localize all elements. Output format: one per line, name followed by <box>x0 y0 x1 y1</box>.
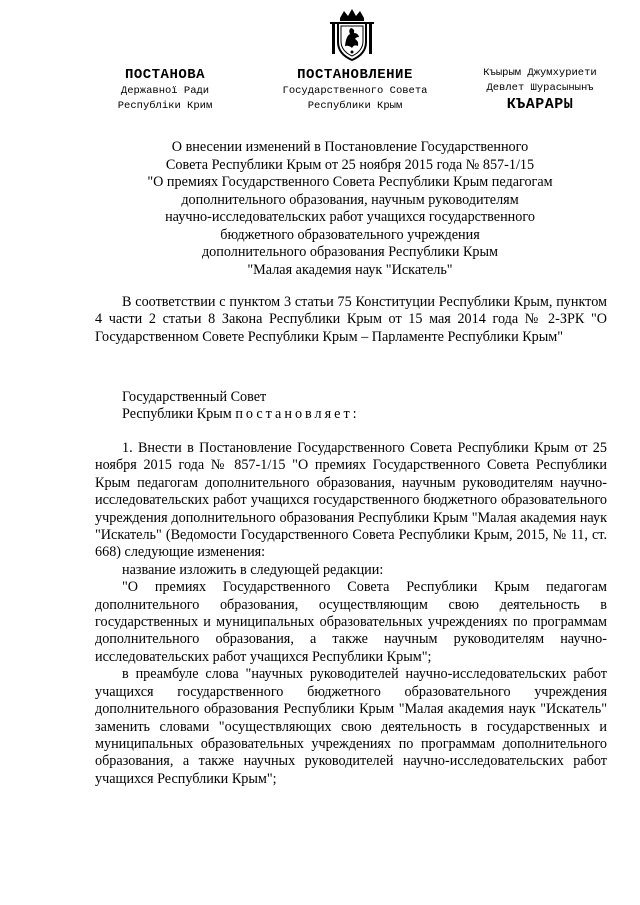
council-block <box>95 389 607 424</box>
crimea-coat-of-arms-icon <box>330 8 374 62</box>
council-verb: постановляет: <box>235 406 360 423</box>
header-crimean-tatar-title: КЪАРАРЫ <box>506 96 574 113</box>
header-ukrainian <box>95 66 235 114</box>
title-line: "О премиях Государственного Совета Республики Крым педагогам <box>147 174 553 190</box>
title-line: дополнительного образования Республики Крым <box>201 244 499 260</box>
title-line: Совета Республики Крым от 25 ноября 2015 года № 857-1/15 <box>165 156 535 173</box>
item-1-new-name: "О премиях Государственного Совета Республики Крым педагогам дополнительного образования, осуществляющим свою деятельность в государственных и муниципальных образовательных учреждениях по программам дополнительного образования, а также научным руководителям научно-исследовательских работ учащихся Республики Крым"; <box>95 579 607 665</box>
header-ukrainian-title: ПОСТАНОВА <box>124 67 206 83</box>
council-line2 <box>95 406 607 423</box>
council-name: Республики Крым <box>122 406 232 423</box>
document-title <box>95 139 605 279</box>
header-crimean-tatar-line2: Девлет Шурасынынъ <box>486 82 594 94</box>
council-line1: Государственный Совет <box>122 389 267 405</box>
header-ukrainian-line2: Республіки Крим <box>117 100 213 112</box>
title-line: научно-исследовательских работ учащихся государственного <box>165 209 535 225</box>
title-line: "Малая академия наук "Искатель" <box>247 261 453 278</box>
document-header <box>0 66 640 126</box>
title-line: О внесении изменений в Постановление Государственного <box>171 139 529 155</box>
header-russian <box>270 66 440 114</box>
item-1-intro: 1. Внести в Постановление Государственного Совета Республики Крым от 25 ноября 2015 года № 857-1/15 "О премиях Государственного Совета Республики Крым педагогам дополнительного образования, научным руководителям научно-исследовательских работ учащихся государственного бюджетного образовательного учреждения дополнительного образования Республики Крым "Малая академия наук "Искатель" (Ведомости Государственного Совета Республики Крым, 2015, № 11, ст. 668) следующие изменения: <box>95 440 607 561</box>
title-line: бюджетного образовательного учреждения <box>220 226 480 243</box>
header-russian-title: ПОСТАНОВЛЕНИЕ <box>297 67 413 83</box>
title-line: дополнительного образования, научным руководителям <box>181 191 519 208</box>
preamble-paragraph: В соответствии с пунктом 3 статьи 75 Конституции Республики Крым, пунктом 4 части 2 статьи 8 Закона Республики Крым от 15 мая 2014 года № 2-ЗРК "О Государственном Совете Республики Крым – Парламенте Республики Крым" <box>95 294 607 345</box>
item-1-preamble-change: в преамбуле слова "научных руководителей научно-исследовательских работ учащихся государственного бюджетного образовательного учреждения дополнительного образования Республики Крым "Малая академия наук "Искатель" заменить словами "осуществляющих свою деятельность в государственных и муниципальных образовательных учреждениях по программам дополнительного образования, а также научных руководителей научно-исследовательских работ учащихся Республики Крым"; <box>95 666 607 787</box>
item-1-name-change: название изложить в следующей редакции: <box>122 561 384 578</box>
header-russian-line1: Государственного Совета <box>282 85 428 97</box>
header-russian-line2: Республики Крым <box>307 100 403 112</box>
item-1-block <box>95 440 607 788</box>
header-crimean-tatar-line1: Къырым Джумхуриети <box>483 67 597 79</box>
header-ukrainian-line1: Державної Ради <box>120 85 210 97</box>
header-crimean-tatar <box>455 66 625 114</box>
